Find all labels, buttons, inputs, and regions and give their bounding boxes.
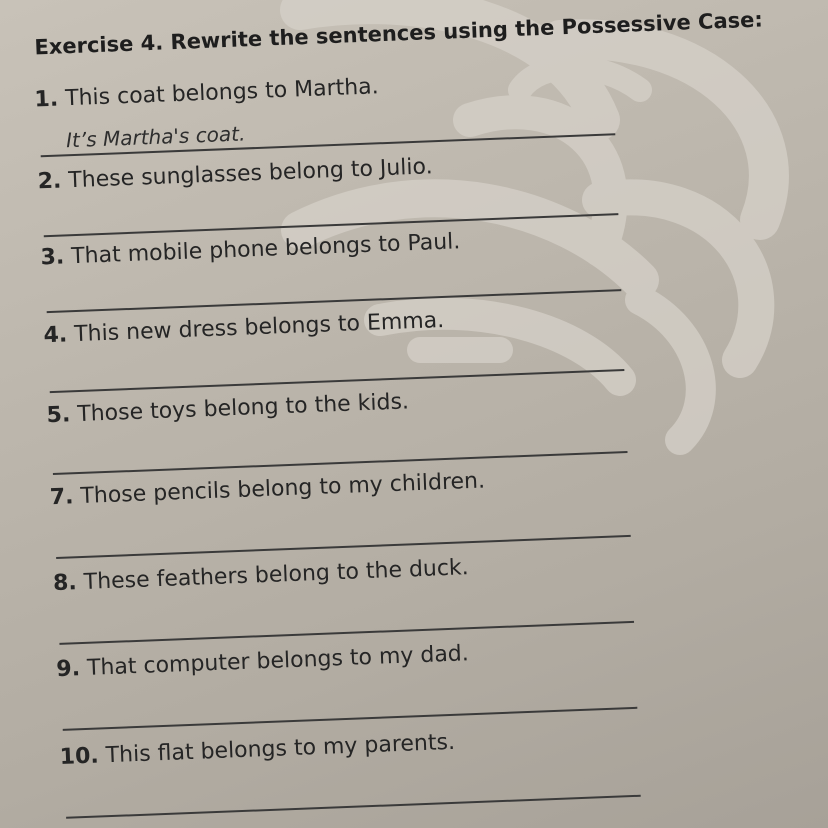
item-number: 4. xyxy=(43,322,68,349)
item-sentence: That computer belongs to my dad. xyxy=(86,641,470,681)
item-sentence: Those pencils belong to my children. xyxy=(79,468,486,510)
item-number: 3. xyxy=(40,244,65,271)
item-number: 9. xyxy=(55,656,81,683)
exercise-sheet xyxy=(20,4,828,828)
answer-text: It’s Martha's coat. xyxy=(65,121,246,153)
item-number: 7. xyxy=(49,484,74,511)
item-number: 5. xyxy=(46,402,71,429)
answer-line[interactable] xyxy=(65,769,641,819)
item-sentence: This flat belongs to my parents. xyxy=(105,729,456,769)
item-number: 10. xyxy=(59,743,100,770)
item-sentence: This new dress belongs to Emma. xyxy=(73,307,445,348)
item-sentence: These sunglasses belong to Julio. xyxy=(67,154,434,194)
item-sentence: Those toys belong to the kids. xyxy=(76,389,410,428)
item-number: 1. xyxy=(34,86,59,113)
exercise-title: Exercise 4. Rewrite the sentences using the Possessive Case: xyxy=(34,7,764,60)
item-number: 2. xyxy=(37,168,62,195)
exercise-item-1 xyxy=(34,63,674,153)
item-sentence: That mobile phone belongs to Paul. xyxy=(70,229,461,270)
item-sentence: This coat belongs to Martha. xyxy=(64,74,380,112)
answer-line[interactable] xyxy=(62,681,638,731)
exercise-item-10 xyxy=(59,720,699,770)
item-sentence: These feathers belong to the duck. xyxy=(83,555,470,595)
item-number: 8. xyxy=(52,570,78,597)
